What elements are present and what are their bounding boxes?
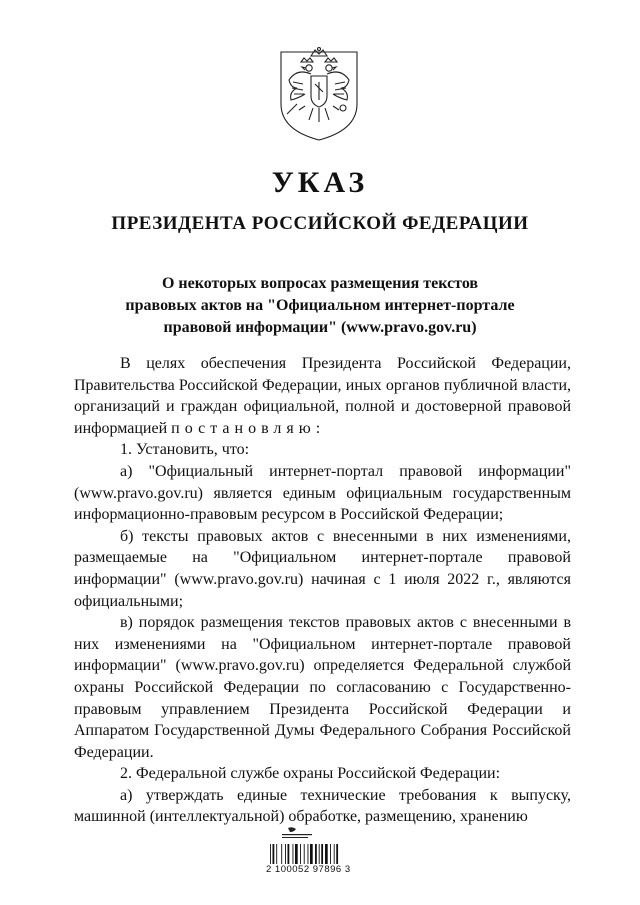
clause-1c: в) порядок размещения текстов правовых актов с внесенными в них изменениями на "Официальном интернет-портале правовой информации" (www.pravo.gov.ru) определяется Федеральной службой охраны Российской Федерации по согласованию с Государственно-правовым управлением Президента Российской Федерации и Аппаратом Государственной Думы Федерального Собрания Российской Федерации. bbox=[74, 614, 571, 761]
decree-body bbox=[74, 353, 571, 828]
clause-1: 1. Установить, что: bbox=[120, 441, 250, 459]
heading-line: правовых актов на "Официальном интернет-портале bbox=[125, 297, 515, 314]
barcode-icon bbox=[268, 826, 378, 886]
heading-line: правовой информации" (www.pravo.gov.ru) bbox=[163, 319, 477, 336]
decree-heading bbox=[100, 273, 540, 339]
document-title: УКАЗ bbox=[271, 166, 369, 199]
document-subtitle: ПРЕЗИДЕНТА РОССИЙСКОЙ ФЕДЕРАЦИИ bbox=[111, 213, 529, 234]
state-emblem-icon bbox=[275, 44, 363, 144]
intro-end: : bbox=[315, 419, 321, 437]
clause-1a: а) "Официальный интернет-портал правовой информации" (www.pravo.gov.ru) является единым официальным государственным информационно-правовым ресурсом в Российской Федерации; bbox=[74, 462, 571, 524]
heading-line: О некоторых вопросах размещения текстов bbox=[161, 275, 479, 292]
intro-paragraph bbox=[74, 353, 571, 439]
decree-keyword: постановляю bbox=[171, 419, 316, 437]
clause-2a: а) утверждать единые технические требования к выпуску, машинной (интеллектуальной) обработке, размещению, хранению bbox=[74, 786, 571, 826]
clause-1b: б) тексты правовых актов с внесенными в них изменениями, размещаемые на "Официальном интернет-портале правовой информации" (www.pravo.gov.ru) начиная с 1 июля 2022 г., являются официальными; bbox=[74, 527, 571, 610]
clause-2: 2. Федеральной службе охраны Российской Федерации: bbox=[120, 765, 501, 783]
intro-text: В целях обеспечения Президента Российской Федерации, Правительства Российской Федерации, иных органов публичной власти, организаций и граждан официальной, полной и достоверной правовой информацией bbox=[74, 355, 571, 437]
barcode-number: 2 100052 97896 3 bbox=[266, 864, 351, 875]
